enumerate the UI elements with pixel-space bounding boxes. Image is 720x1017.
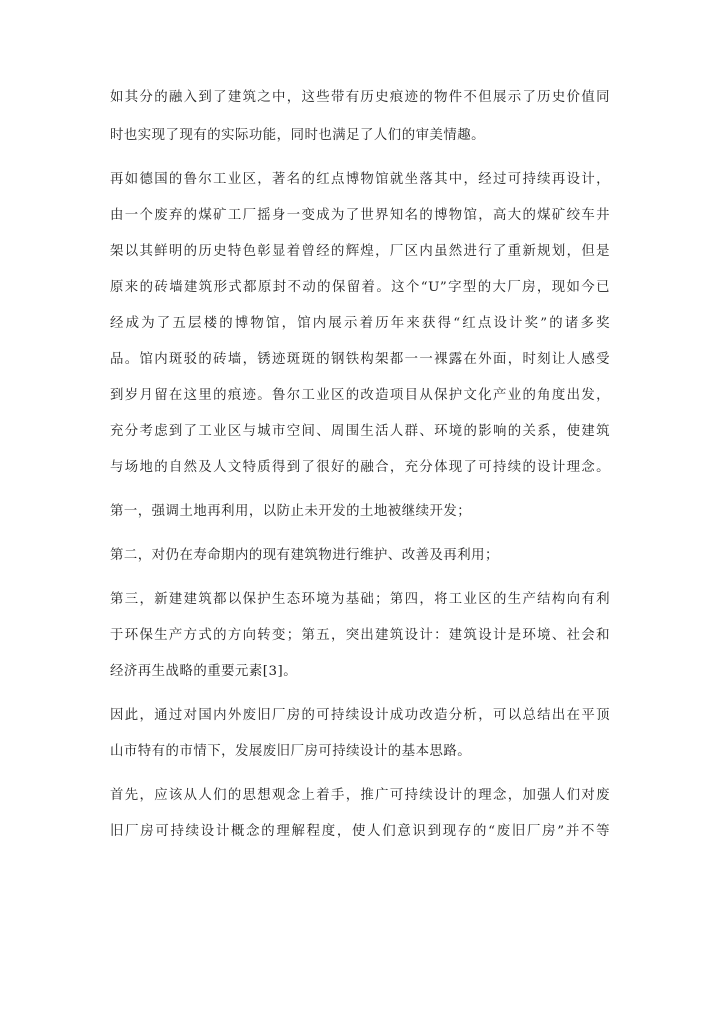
text-line: 山市特有的市情下，发展废旧厂房可持续设计的基本思路。	[110, 744, 472, 759]
text-line: 第一，强调土地再利用，以防止未开发的土地被继续开发；	[110, 504, 472, 519]
text-line: 第二，对仍在寿命期内的现有建筑物进行维护、改善及再利用；	[110, 548, 499, 563]
text-line: 经济再生战略的重要元素[3]。	[110, 664, 298, 679]
text-line: 于环保生产方式的方向转变；第五，突出建筑设计：建筑设计是环境、社会和	[110, 628, 610, 643]
text-line: 经成为了五层楼的博物馆，馆内展示着历年来获得“红点设计奖”的诸多奖	[110, 316, 610, 331]
text-line: 首先，应该从人们的思想观念上着手，推广可持续设计的理念，加强人们对废	[110, 788, 610, 803]
text-line: 再如德国的鲁尔工业区，著名的红点博物馆就坐落其中，经过可持续再设计，	[110, 172, 610, 187]
text-line: 品。馆内斑驳的砖墙，锈迹斑斑的钢铁构架都一一裸露在外面，时刻让人感受	[110, 352, 610, 367]
text-line: 架以其鲜明的历史特色彰显着曾经的辉煌，厂区内虽然进行了重新规划，但是	[110, 244, 610, 259]
text-line: 到岁月留在这里的痕迹。鲁尔工业区的改造项目从保护文化产业的角度出发，	[110, 388, 610, 403]
text-line: 如其分的融入到了建筑之中，这些带有历史痕迹的物件不但展示了历史价值同	[110, 90, 610, 105]
text-line: 时也实现了现有的实际功能，同时也满足了人们的审美情趣。	[110, 128, 486, 143]
text-line: 与场地的自然及人文特质得到了很好的融合，充分体现了可持续的设计理念。	[110, 460, 610, 475]
text-line: 旧厂房可持续设计概念的理解程度，使人们意识到现存的“废旧厂房”并不等	[110, 824, 610, 839]
text-line: 由一个废弃的煤矿工厂摇身一变成为了世界知名的博物馆，高大的煤矿绞车井	[110, 208, 610, 223]
text-line: 第三，新建建筑都以保护生态环境为基础；第四，将工业区的生产结构向有利	[110, 592, 610, 607]
text-line: 原来的砖墙建筑形式都原封不动的保留着。这个“U”字型的大厂房，现如今已	[110, 280, 610, 295]
text-line: 因此，通过对国内外废旧厂房的可持续设计成功改造分析，可以总结出在平顶	[110, 708, 610, 723]
text-line: 充分考虑到了工业区与城市空间、周围生活人群、环境的影响的关系，使建筑	[110, 424, 610, 439]
